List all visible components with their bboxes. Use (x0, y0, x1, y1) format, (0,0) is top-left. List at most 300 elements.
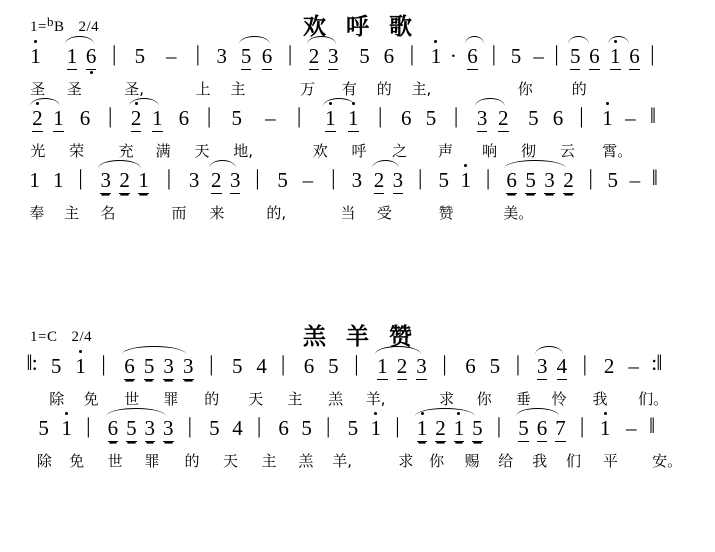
note-number (371, 417, 382, 439)
note-number (401, 107, 412, 129)
key-letter: C (46, 329, 58, 345)
barline (108, 105, 112, 127)
lyric-syllable: 们。 (638, 390, 669, 408)
lyric-syllable: 声 (438, 142, 454, 160)
note-extension-dash (303, 169, 314, 191)
note-glyph: 3 (216, 44, 228, 68)
key-label: 1= (30, 19, 47, 35)
lyric-syllable: 圣, (124, 80, 144, 98)
barline (395, 415, 399, 437)
note-number (461, 169, 472, 191)
lyric-row (22, 76, 694, 102)
note-glyph: 6 (589, 44, 600, 68)
note-glyph: 4 (256, 354, 267, 378)
note-glyph: | (255, 165, 260, 190)
lyric-syllable: 有 (341, 80, 357, 98)
note-number (426, 107, 437, 129)
note-glyph: 5 (347, 416, 359, 440)
lyric-syllable: 羊, (332, 452, 352, 470)
note-number (607, 169, 618, 191)
note-glyph: | (582, 351, 588, 376)
barline (86, 415, 90, 437)
note-glyph: 3 (229, 168, 241, 192)
barline (288, 43, 292, 65)
note-glyph: 1 (61, 416, 72, 440)
lyric-syllable: 羔 (328, 390, 344, 408)
note-glyph: | (442, 351, 447, 376)
staff-line (22, 42, 694, 104)
lyric-syllable: 赞 (438, 204, 454, 222)
lyric-syllable: 的 (204, 390, 220, 408)
dotted-duration-dot (450, 45, 457, 67)
note-glyph: | (496, 413, 502, 438)
lyric-syllable: 羊, (365, 390, 386, 408)
note-glyph: 5 (328, 354, 339, 378)
note-number (511, 45, 522, 67)
lyric-syllable: 美。 (503, 204, 534, 222)
note-glyph: 1 (30, 44, 41, 68)
note-number (38, 417, 49, 439)
note-row (22, 352, 694, 386)
lyric-syllable: 们 (565, 452, 581, 470)
note-glyph: | (209, 351, 214, 376)
note-number (75, 355, 86, 377)
note-glyph: 5 (472, 416, 483, 440)
note-glyph: 6 (629, 44, 640, 68)
song-block-1 (0, 8, 715, 228)
note-glyph: 3 (392, 168, 404, 192)
note-glyph: 6 (506, 168, 517, 192)
note-glyph: 5 (518, 416, 529, 440)
note-glyph: 5 (607, 168, 618, 192)
lyric-syllable: 主 (64, 204, 80, 222)
note-glyph: | (354, 351, 359, 376)
note-glyph: | (187, 413, 193, 438)
note-glyph: 6 (400, 106, 412, 130)
lyric-syllable: 罪 (144, 452, 160, 470)
lyric-syllable: 平 (602, 452, 618, 470)
note-glyph: | (554, 41, 559, 66)
barline (101, 353, 105, 375)
note-number (352, 169, 363, 191)
note-glyph: 2 (435, 416, 446, 440)
note-glyph: 6 (79, 106, 91, 130)
note-glyph: 2 (211, 168, 222, 192)
note-glyph: 1 (602, 106, 613, 130)
note-glyph: 6 (536, 416, 548, 440)
note-number (100, 169, 111, 191)
note-glyph: 2 (119, 168, 130, 192)
note-number (604, 355, 615, 377)
note-number (124, 355, 135, 377)
lyric-syllable: 世 (107, 452, 123, 470)
note-glyph: 2 (396, 354, 408, 378)
note-number (183, 355, 194, 377)
flat-sign: b (46, 14, 54, 29)
note-number (53, 169, 64, 191)
note-number (629, 45, 640, 67)
note-glyph: 6 (178, 106, 190, 130)
note-glyph: | (378, 103, 383, 128)
note-glyph: 2 (498, 106, 509, 130)
note-glyph: | (331, 165, 336, 190)
note-number (138, 169, 149, 191)
note-glyph: ‖ (649, 413, 654, 438)
repeat-barline (26, 352, 36, 374)
note-number (544, 169, 555, 191)
barline (281, 353, 285, 375)
lyric-syllable: 充 (118, 142, 134, 160)
note-glyph: | (101, 351, 106, 376)
note-extension-dash (630, 169, 641, 191)
note-number (241, 45, 252, 67)
note-glyph: 6 (124, 354, 135, 378)
note-number (467, 45, 478, 67)
lyric-syllable: 呼 (351, 142, 367, 160)
lyric-syllable: 欢 (312, 142, 328, 160)
note-number (135, 45, 146, 67)
lyric-syllable: 天 (222, 452, 238, 470)
note-glyph: | (206, 103, 212, 128)
note-number (86, 45, 97, 67)
note-glyph: 4 (556, 354, 568, 378)
note-number (217, 45, 228, 67)
note-glyph: 1 (66, 44, 78, 68)
note-row (22, 414, 694, 448)
note-glyph: 5 (126, 416, 137, 440)
barline (418, 167, 422, 189)
note-number (416, 355, 427, 377)
note-number (277, 169, 288, 191)
note-number (472, 417, 483, 439)
lyric-syllable: 除 (36, 452, 52, 470)
lyric-syllable: 光 (30, 142, 46, 160)
note-extension-dash (533, 45, 544, 67)
note-number (359, 45, 370, 67)
note-glyph: ‖ (651, 165, 656, 190)
note-number (209, 417, 220, 439)
note-glyph: 6 (107, 416, 119, 440)
lyric-syllable: 而 (171, 204, 187, 222)
barline (354, 353, 358, 375)
note-glyph: 7 (555, 416, 566, 440)
note-glyph: – (625, 416, 637, 440)
note-number (232, 107, 243, 129)
note-number (301, 417, 312, 439)
lyric-syllable: 的 (571, 80, 587, 98)
note-glyph: 3 (163, 354, 174, 378)
note-number (131, 107, 142, 129)
note-number (189, 169, 200, 191)
barline (209, 353, 213, 375)
note-number (278, 417, 289, 439)
lyric-syllable: 垂 (515, 390, 531, 408)
note-number (490, 355, 501, 377)
barline (112, 43, 116, 65)
note-number (465, 355, 476, 377)
note-glyph: 3 (327, 44, 339, 68)
lyric-syllable: 的 (376, 80, 392, 98)
note-number (67, 45, 78, 67)
note-glyph: | (395, 413, 400, 438)
note-glyph: 5 (231, 354, 243, 378)
note-number (53, 107, 64, 129)
note-number (262, 45, 273, 67)
note-glyph: 2 (563, 168, 574, 192)
note-row (22, 42, 694, 76)
note-glyph: | (491, 41, 497, 66)
note-glyph: – (302, 168, 314, 192)
lyric-syllable: 主 (287, 390, 303, 408)
barline (554, 43, 558, 65)
note-number (417, 417, 428, 439)
note-glyph: :‖ (651, 350, 662, 375)
lyric-syllable: 主 (230, 80, 246, 98)
lyric-syllable: 名 (100, 204, 116, 222)
note-number (563, 169, 574, 191)
note-glyph: 1 (325, 106, 336, 130)
barline (454, 105, 458, 127)
barline (580, 415, 584, 437)
note-glyph: 6 (85, 44, 97, 68)
lyric-syllable: 的, (266, 204, 287, 222)
note-number (309, 45, 320, 67)
lyric-syllable: 天 (194, 142, 210, 160)
note-number (211, 169, 222, 191)
note-glyph: 1 (460, 168, 472, 192)
note-glyph: 1 (29, 168, 40, 192)
note-glyph: 3 (351, 168, 363, 192)
note-glyph: 5 (438, 168, 449, 192)
note-number (454, 417, 465, 439)
barline (492, 43, 496, 65)
note-extension-dash (628, 355, 639, 377)
lyric-syllable: 求 (439, 390, 455, 408)
note-glyph: 6 (261, 44, 273, 68)
lyric-syllable: 除 (49, 390, 65, 408)
barline (196, 43, 200, 65)
note-number (80, 107, 91, 129)
barline (207, 105, 211, 127)
note-glyph: 1 (53, 106, 64, 130)
note-glyph: 1 (416, 416, 428, 440)
note-glyph: – (533, 44, 544, 68)
note-number (537, 417, 548, 439)
note-extension-dash (265, 107, 276, 129)
lyric-syllable: 当 (340, 204, 356, 222)
note-glyph: 3 (536, 354, 548, 378)
lyric-syllable: 怜 (551, 390, 567, 408)
note-number (438, 169, 449, 191)
lyric-syllable: 受 (376, 204, 392, 222)
barline (442, 353, 446, 375)
note-glyph: 5 (569, 44, 581, 68)
final-barline (652, 167, 656, 189)
note-number (325, 107, 336, 129)
note-glyph: 1 (138, 168, 149, 192)
note-glyph: | (485, 165, 491, 190)
note-glyph: 5 (231, 106, 243, 130)
note-number (348, 107, 359, 129)
note-number (602, 107, 613, 129)
note-glyph: | (107, 103, 113, 128)
lyric-syllable: 之 (392, 142, 408, 160)
note-glyph: | (417, 165, 423, 190)
note-number (145, 417, 156, 439)
note-number (431, 45, 442, 67)
note-glyph: – (265, 106, 276, 130)
lyric-syllable: 天 (248, 390, 264, 408)
barline (410, 43, 414, 65)
lyric-row (22, 200, 694, 226)
lyric-syllable: 你 (429, 452, 445, 470)
note-glyph: | (588, 165, 593, 190)
lyric-syllable: 求 (398, 452, 414, 470)
note-number (525, 169, 536, 191)
note-number (328, 45, 339, 67)
staff-line (22, 414, 694, 476)
note-glyph: – (628, 354, 639, 378)
lyric-syllable: 安。 (652, 452, 683, 470)
note-glyph: ‖ (649, 103, 655, 128)
note-number (377, 355, 388, 377)
note-glyph: 5 (301, 416, 312, 440)
lyric-syllable: 圣 (30, 80, 46, 98)
note-glyph: 5 (489, 354, 501, 378)
note-glyph: 5 (143, 354, 155, 378)
note-glyph: 1 (453, 416, 465, 440)
note-glyph: 2 (130, 106, 142, 130)
barline (497, 415, 501, 437)
lyric-syllable: 我 (532, 452, 548, 470)
lyric-row (22, 448, 694, 474)
note-extension-dash (166, 45, 177, 67)
slur-arc (568, 36, 589, 46)
lyric-syllable: 你 (476, 390, 492, 408)
note-number (32, 107, 43, 129)
note-number (232, 417, 243, 439)
note-glyph: | (579, 413, 585, 438)
barline (589, 167, 593, 189)
note-glyph: 2 (373, 168, 385, 192)
barline (326, 415, 330, 437)
note-glyph: – (629, 168, 641, 192)
lyric-syllable: 免 (69, 452, 85, 470)
note-glyph: · (449, 44, 457, 68)
lyric-syllable: 赐 (464, 452, 480, 470)
note-glyph: | (112, 41, 117, 66)
note-glyph: 5 (209, 416, 220, 440)
note-glyph: 3 (100, 168, 111, 192)
lyric-syllable: 来 (209, 204, 225, 222)
note-glyph: | (409, 41, 415, 66)
note-glyph: 3 (544, 168, 555, 192)
note-glyph: | (195, 41, 201, 66)
note-number (397, 355, 408, 377)
song-header-1 (0, 8, 715, 42)
note-number (498, 107, 509, 129)
slur-arc (608, 36, 629, 46)
note-glyph: 3 (188, 168, 200, 192)
note-glyph: | (515, 351, 521, 376)
lyric-syllable: 万 (300, 80, 316, 98)
note-glyph: | (86, 413, 91, 438)
note-glyph: 3 (183, 354, 194, 378)
note-glyph: | (296, 103, 302, 128)
lyric-syllable: 彻 (521, 142, 537, 160)
note-glyph: 2 (308, 44, 320, 68)
note-number (328, 355, 339, 377)
time-signature: 2/4 (78, 19, 100, 35)
note-glyph: ‖: (26, 350, 37, 375)
note-glyph: 5 (425, 106, 437, 130)
note-glyph: 3 (163, 416, 174, 440)
note-glyph: | (287, 41, 293, 66)
page-title-2: 羔 羊 赞 (302, 324, 418, 350)
lyric-syllable: 荣 (69, 142, 85, 160)
note-glyph: 6 (467, 44, 478, 68)
staff-line (22, 104, 694, 166)
final-barline (649, 415, 653, 437)
note-number (30, 45, 41, 67)
note-number (230, 169, 241, 191)
note-number (163, 417, 174, 439)
note-number (126, 417, 137, 439)
note-number (232, 355, 243, 377)
note-number (435, 417, 446, 439)
note-glyph: 5 (277, 168, 288, 192)
lyric-syllable: 我 (592, 390, 608, 408)
note-glyph: 6 (465, 354, 476, 378)
time-signature: 2/4 (71, 329, 93, 345)
note-glyph: | (78, 165, 83, 190)
note-number (304, 355, 315, 377)
note-glyph: 6 (383, 44, 395, 68)
note-glyph: – (166, 44, 177, 68)
lyric-syllable: 云 (559, 142, 575, 160)
barline (257, 415, 261, 437)
note-glyph: 1 (53, 168, 64, 192)
note-glyph: 3 (144, 416, 156, 440)
note-glyph: 5 (528, 106, 539, 130)
note-extension-dash (625, 107, 636, 129)
note-number (610, 45, 621, 67)
lyric-syllable: 主 (261, 452, 277, 470)
note-number (152, 107, 163, 129)
note-glyph: 1 (152, 106, 163, 130)
note-number (348, 417, 359, 439)
note-number (477, 107, 488, 129)
note-row (22, 104, 694, 138)
lyric-syllable: 羔 (298, 452, 314, 470)
note-glyph: 6 (303, 354, 315, 378)
lyric-syllable: 霄。 (602, 142, 633, 160)
barline (188, 415, 192, 437)
barline (331, 167, 335, 189)
note-glyph: 3 (476, 106, 488, 130)
key-label: 1= (30, 329, 47, 345)
staff-line (22, 352, 694, 414)
lyric-syllable: 你 (517, 80, 533, 98)
barline (167, 167, 171, 189)
note-number (384, 45, 395, 67)
note-glyph: | (650, 41, 655, 66)
note-number (506, 169, 517, 191)
note-number (589, 45, 600, 67)
barline (579, 105, 583, 127)
note-glyph: 1 (377, 354, 388, 378)
lyric-syllable: 圣 (66, 80, 82, 98)
